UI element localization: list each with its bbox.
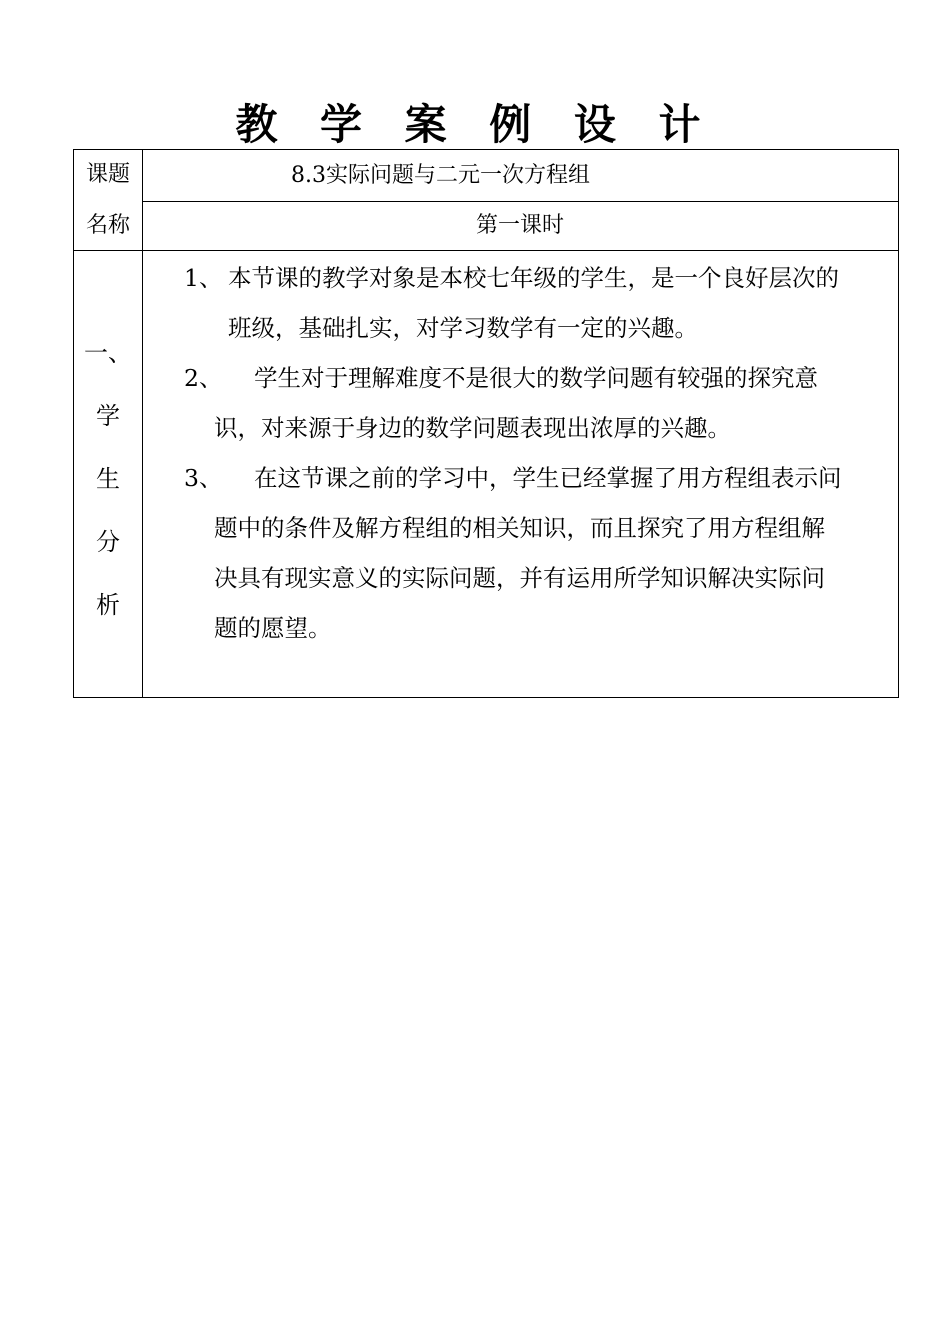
- analysis-item-2: [184, 353, 889, 453]
- item-number: 3、: [184, 464, 223, 492]
- analysis-item-1: [184, 253, 889, 353]
- topic-title: 8.3实际问题与二元一次方程组: [291, 163, 590, 188]
- section-label-char: 生: [96, 465, 120, 493]
- item-line: 题的愿望。: [214, 614, 332, 642]
- section-label-char: 析: [96, 591, 120, 619]
- item-line: 班级，基础扎实，对学习数学有一定的兴趣。: [228, 314, 698, 342]
- item-line: 在这节课之前的学习中，学生已经掌握了用方程组表示问: [254, 464, 842, 492]
- analysis-item-3: [184, 453, 889, 653]
- document-title: 教 学 案 例 设 计: [235, 100, 715, 149]
- item-number: 1、: [184, 264, 223, 292]
- topic-label-top: 课题: [85, 162, 130, 187]
- item-line: 学生对于理解难度不是很大的数学问题有较强的探究意: [254, 364, 818, 392]
- section-label-char: 学: [96, 402, 120, 430]
- section-label-char: 分: [96, 528, 120, 556]
- item-number: 2、: [184, 364, 223, 392]
- section-label: [74, 322, 142, 637]
- item-line: 决具有现实意义的实际问题，并有运用所学知识解决实际问: [214, 564, 825, 592]
- topic-label-bottom: 名称: [85, 213, 130, 238]
- lesson-table: [73, 149, 899, 698]
- item-line: 识，对来源于身边的数学问题表现出浓厚的兴趣。: [214, 414, 731, 442]
- item-line: 本节课的教学对象是本校七年级的学生，是一个良好层次的: [228, 264, 839, 292]
- item-line: 题中的条件及解方程组的相关知识，而且探究了用方程组解: [214, 514, 825, 542]
- student-analysis: [184, 253, 889, 653]
- topic-lesson: 第一课时: [475, 213, 564, 238]
- section-label-char: 一、: [84, 339, 132, 367]
